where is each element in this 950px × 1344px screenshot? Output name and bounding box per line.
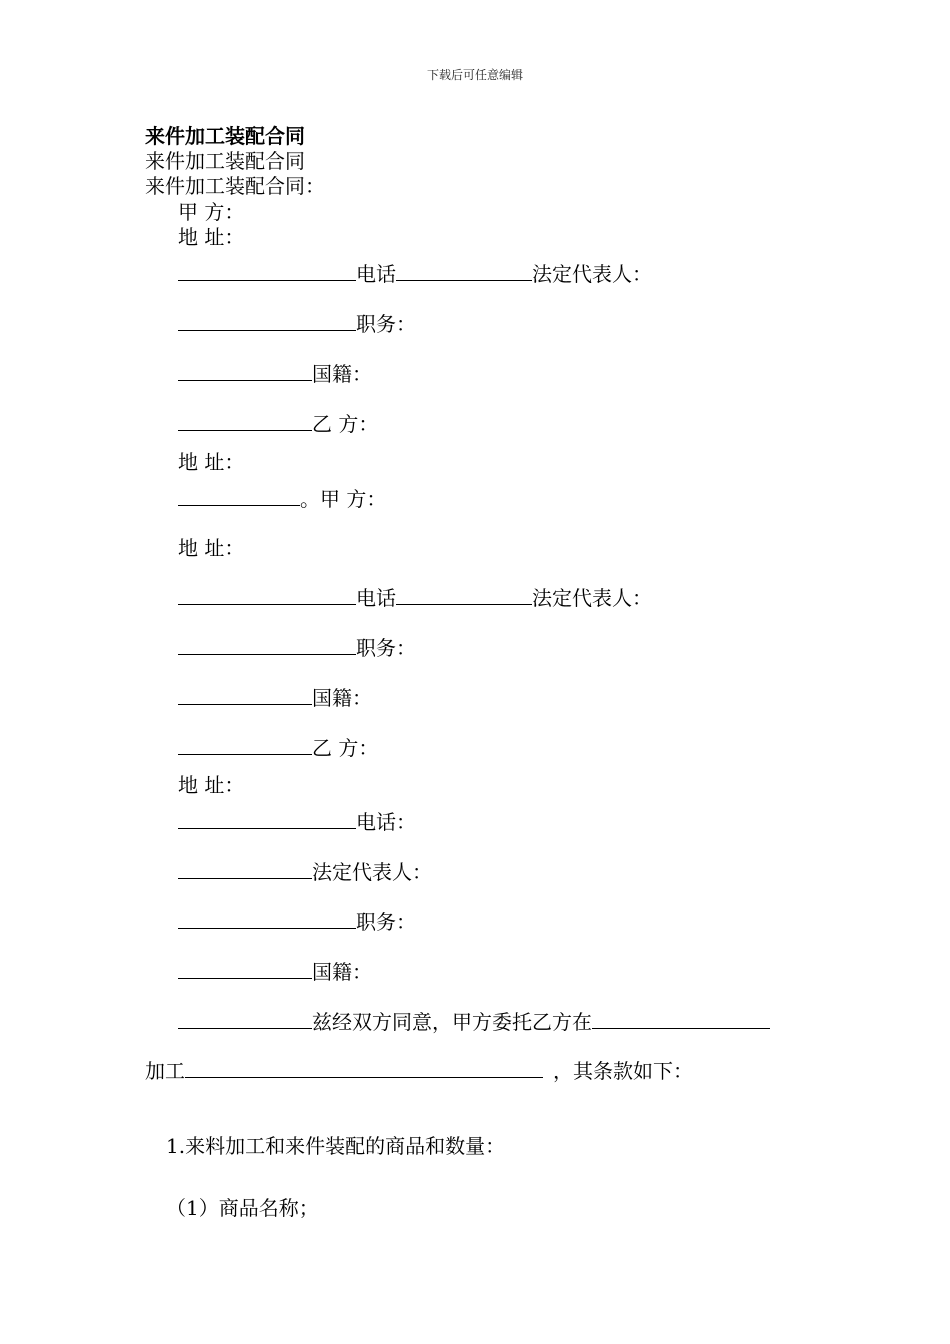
processing-line <box>145 1059 693 1083</box>
address-label: 地 址： <box>178 536 245 560</box>
blank-field <box>592 1010 770 1029</box>
nationality-line <box>178 686 372 710</box>
party-a-line <box>178 487 386 511</box>
address-label: 地 址： <box>178 450 245 474</box>
phone-label: 电话 <box>356 262 396 286</box>
terms-intro: ，其条款如下： <box>553 1059 693 1083</box>
blank-field <box>178 412 312 431</box>
blank-field <box>178 362 312 381</box>
blank-field <box>178 860 312 879</box>
party-a-label: 。甲 方： <box>300 487 387 511</box>
party-b-label: 乙 方： <box>312 412 379 436</box>
blank-field <box>178 1010 312 1029</box>
party-b-line <box>178 736 378 760</box>
party-b-label: 乙 方： <box>312 736 379 760</box>
nationality-line <box>178 960 372 984</box>
phone-rep-line <box>178 262 652 286</box>
nationality-label: 国籍： <box>312 362 372 386</box>
blank-field <box>178 960 312 979</box>
position-label: 职务： <box>356 312 416 336</box>
blank-field <box>178 736 312 755</box>
blank-field <box>185 1059 543 1078</box>
clause-1-heading: 1.来料加工和来件装配的商品和数量： <box>166 1134 506 1158</box>
blank-field <box>178 487 300 506</box>
blank-field <box>178 910 356 929</box>
position-label: 职务： <box>356 910 416 934</box>
clause-1-item-1: （1）商品名称； <box>166 1196 319 1220</box>
position-line <box>178 910 416 934</box>
subtitle-line-2: 来件加工装配合同： <box>145 174 325 198</box>
blank-field <box>178 262 356 281</box>
page-header: 下载后可任意编辑 <box>426 68 523 82</box>
document-title: 来件加工装配合同 <box>145 124 305 148</box>
phone-label: 电话： <box>356 810 416 834</box>
legal-rep-label: 法定代表人： <box>312 860 432 884</box>
blank-field <box>178 586 356 605</box>
address-label: 地 址： <box>178 225 245 249</box>
nationality-line <box>178 362 372 386</box>
blank-field <box>178 810 356 829</box>
blank-field <box>396 262 532 281</box>
agreement-line <box>178 1010 770 1034</box>
blank-field <box>396 586 532 605</box>
phone-label: 电话 <box>356 586 396 610</box>
phone-rep-line <box>178 586 652 610</box>
party-a-label: 甲 方： <box>178 200 245 224</box>
position-line <box>178 312 416 336</box>
address-label: 地 址： <box>178 773 245 797</box>
processing-label: 加工 <box>145 1059 185 1083</box>
subtitle-line-1: 来件加工装配合同 <box>145 149 305 173</box>
position-line <box>178 636 416 660</box>
nationality-label: 国籍： <box>312 960 372 984</box>
position-label: 职务： <box>356 636 416 660</box>
agreement-text: 兹经双方同意，甲方委托乙方在 <box>312 1010 592 1034</box>
blank-field <box>178 636 356 655</box>
legal-rep-line <box>178 860 432 884</box>
blank-field <box>178 686 312 705</box>
legal-rep-label: 法定代表人： <box>532 262 652 286</box>
party-b-line <box>178 412 378 436</box>
nationality-label: 国籍： <box>312 686 372 710</box>
legal-rep-label: 法定代表人： <box>532 586 652 610</box>
phone-line <box>178 810 416 834</box>
blank-field <box>178 312 356 331</box>
